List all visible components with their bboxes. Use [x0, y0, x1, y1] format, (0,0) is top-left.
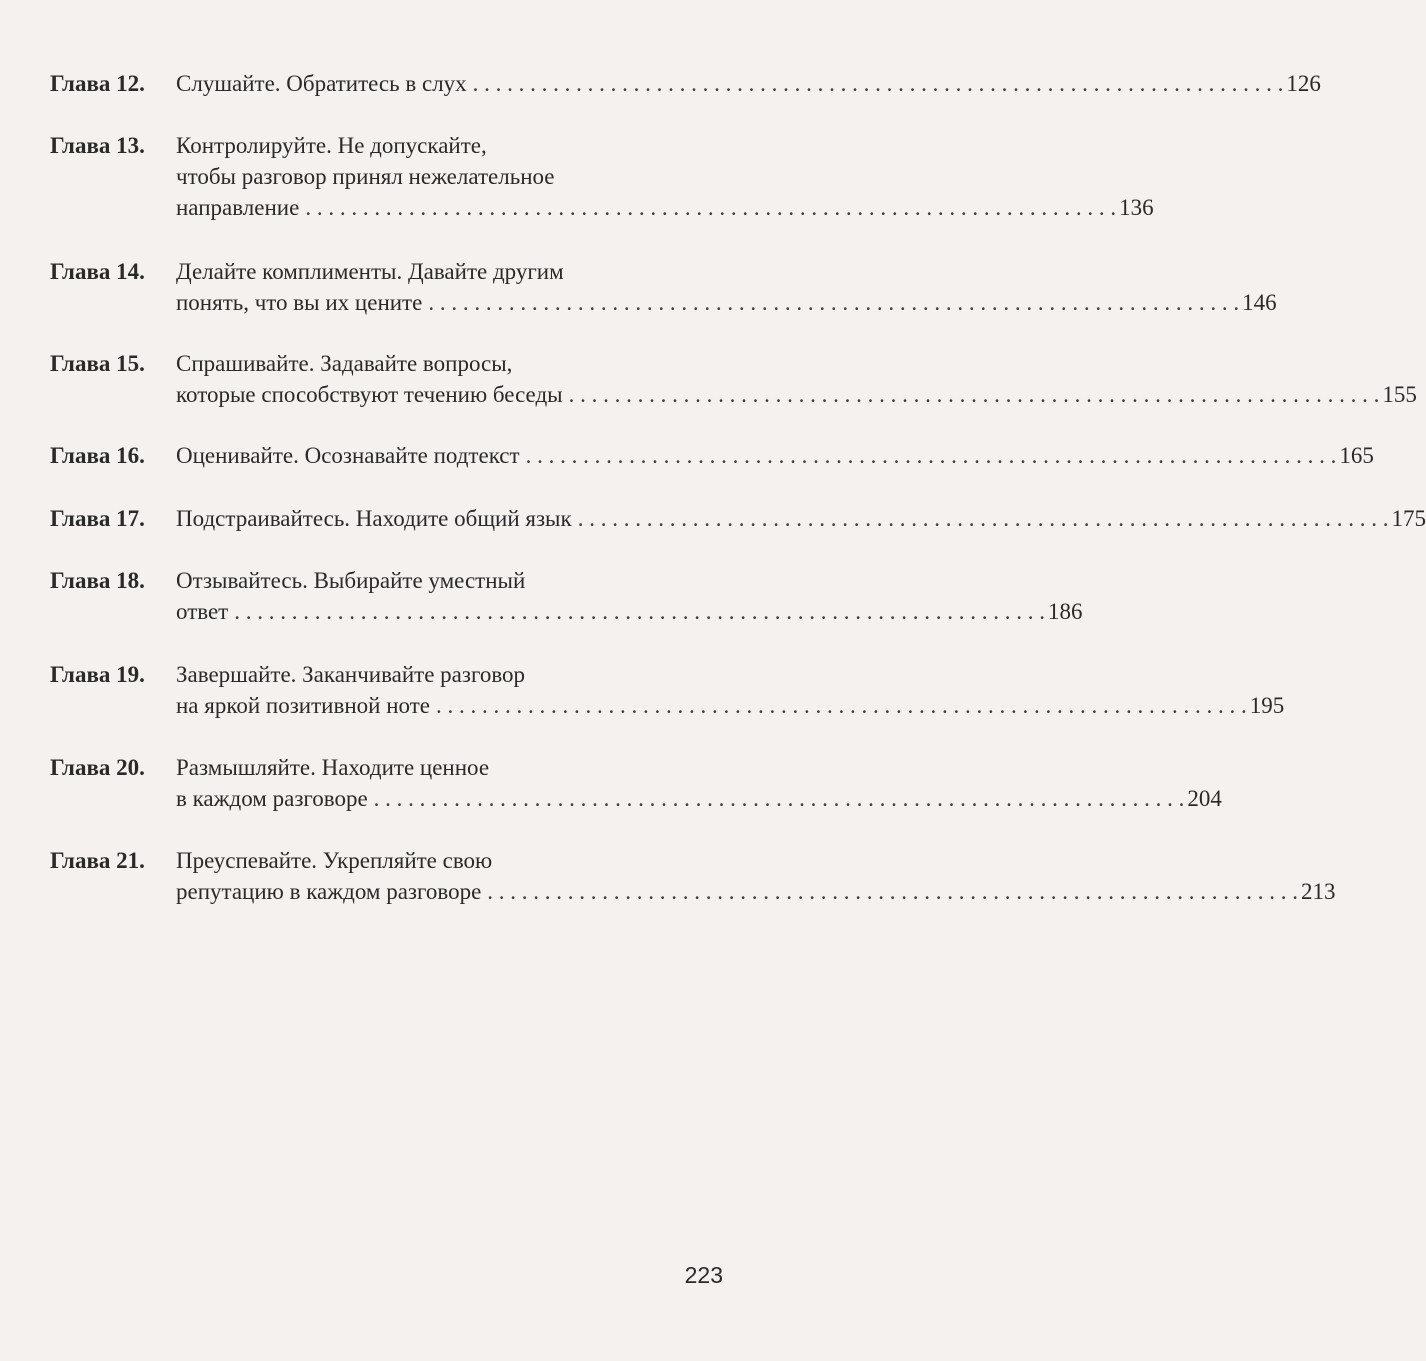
chapter-label: Глава 14.: [50, 259, 145, 284]
chapter-page-number: 146: [1242, 290, 1277, 315]
chapter-title-text: направление: [176, 195, 300, 220]
chapter-page-number: 136: [1119, 195, 1154, 220]
dot-leader: [374, 783, 1185, 814]
toc-entry: [50, 256, 1277, 318]
toc-entry: [50, 348, 1417, 410]
chapter-title-text: репутацию в каждом разговоре: [176, 879, 482, 904]
chapter-page-number: 213: [1301, 879, 1336, 904]
chapter-page-number: 204: [1187, 786, 1222, 811]
chapter-title: [176, 440, 1374, 471]
chapter-title: [176, 256, 1277, 318]
chapter-label: Глава 19.: [50, 662, 145, 687]
dot-leader: [569, 379, 1380, 410]
toc-entry: [50, 752, 1222, 814]
chapter-label: Глава 21.: [50, 848, 145, 873]
chapter-title-last-line: [176, 379, 1417, 410]
toc-entry: [50, 659, 1285, 721]
dot-leader: [487, 876, 1298, 907]
toc-entry: [50, 503, 1426, 535]
chapter-title-text: в каждом разговоре: [176, 786, 368, 811]
chapter-title-text: на яркой позитивной ноте: [176, 693, 430, 718]
dot-leader: [526, 440, 1337, 471]
chapter-page-number: 175: [1391, 506, 1426, 531]
chapter-label: Глава 12.: [50, 71, 145, 96]
chapter-label: Глава 16.: [50, 443, 145, 468]
chapter-title-text: которые способствуют течению беседы: [176, 382, 563, 407]
chapter-title-last-line: [176, 503, 1426, 534]
toc-entry: [50, 440, 1374, 472]
chapter-title-text: понять, что вы их цените: [176, 290, 423, 315]
toc-entry: [50, 565, 1083, 627]
toc-entry: [50, 68, 1321, 100]
page-number: 223: [684, 1262, 723, 1288]
chapter-title-last-line: [176, 596, 1082, 627]
dot-leader: [428, 287, 1239, 318]
dot-leader: [305, 192, 1116, 223]
chapter-title: [176, 845, 1336, 907]
chapter-title-text: Оценивайте. Осознавайте подтекст: [176, 443, 520, 468]
chapter-title-text: ответ: [176, 599, 229, 624]
chapter-label: Глава 17.: [50, 506, 145, 531]
chapter-label: Глава 15.: [50, 351, 145, 376]
chapter-title-last-line: [176, 287, 1277, 318]
chapter-title: [176, 348, 1417, 410]
chapter-title-last-line: [176, 440, 1374, 471]
chapter-page-number: 155: [1382, 382, 1417, 407]
chapter-title: [176, 752, 1222, 814]
chapter-title-last-line: [176, 192, 1154, 223]
chapter-label: Глава 13.: [50, 133, 145, 158]
dot-leader: [436, 690, 1247, 721]
chapter-title-line: Завершайте. Заканчивайте разговор: [176, 662, 526, 687]
chapter-page-number: 165: [1339, 443, 1374, 468]
chapter-title-last-line: [176, 876, 1336, 907]
chapter-title-last-line: [176, 783, 1222, 814]
chapter-label: Глава 18.: [50, 568, 145, 593]
chapter-title-text: Подстраивайтесь. Находите общий язык: [176, 506, 572, 531]
chapter-title: [176, 565, 1082, 627]
toc-entry: [50, 130, 1154, 223]
chapter-title-line: Преуспевайте. Укрепляйте свою: [176, 848, 493, 873]
chapter-title-line: Спрашивайте. Задавайте вопросы,: [176, 351, 513, 376]
chapter-title-last-line: [176, 690, 1284, 721]
toc-entry: [50, 845, 1336, 907]
chapter-page-number: 186: [1047, 599, 1083, 624]
table-of-contents: [50, 68, 1426, 907]
chapter-title-line: Размышляйте. Находите ценное: [176, 755, 490, 780]
chapter-title-line: Отзывайтесь. Выбирайте уместный: [176, 568, 526, 593]
chapter-title-line: Делайте комплименты. Давайте другим: [176, 259, 564, 284]
dot-leader: [234, 596, 1045, 627]
chapter-title-last-line: [176, 68, 1321, 99]
chapter-title-text: Слушайте. Обратитесь в слух: [176, 71, 467, 96]
dot-leader: [578, 503, 1389, 534]
chapter-page-number: 195: [1249, 693, 1285, 718]
chapter-title: [176, 503, 1426, 534]
dot-leader: [473, 68, 1284, 99]
chapter-title-line: Контролируйте. Не допускайте,: [176, 133, 487, 158]
chapter-page-number: 126: [1286, 71, 1321, 96]
chapter-title: [176, 68, 1321, 99]
chapter-label: Глава 20.: [50, 755, 145, 780]
chapter-title: [176, 659, 1284, 721]
chapter-title-line: чтобы разговор принял нежелательное: [176, 164, 555, 189]
chapter-title: [176, 130, 1154, 223]
